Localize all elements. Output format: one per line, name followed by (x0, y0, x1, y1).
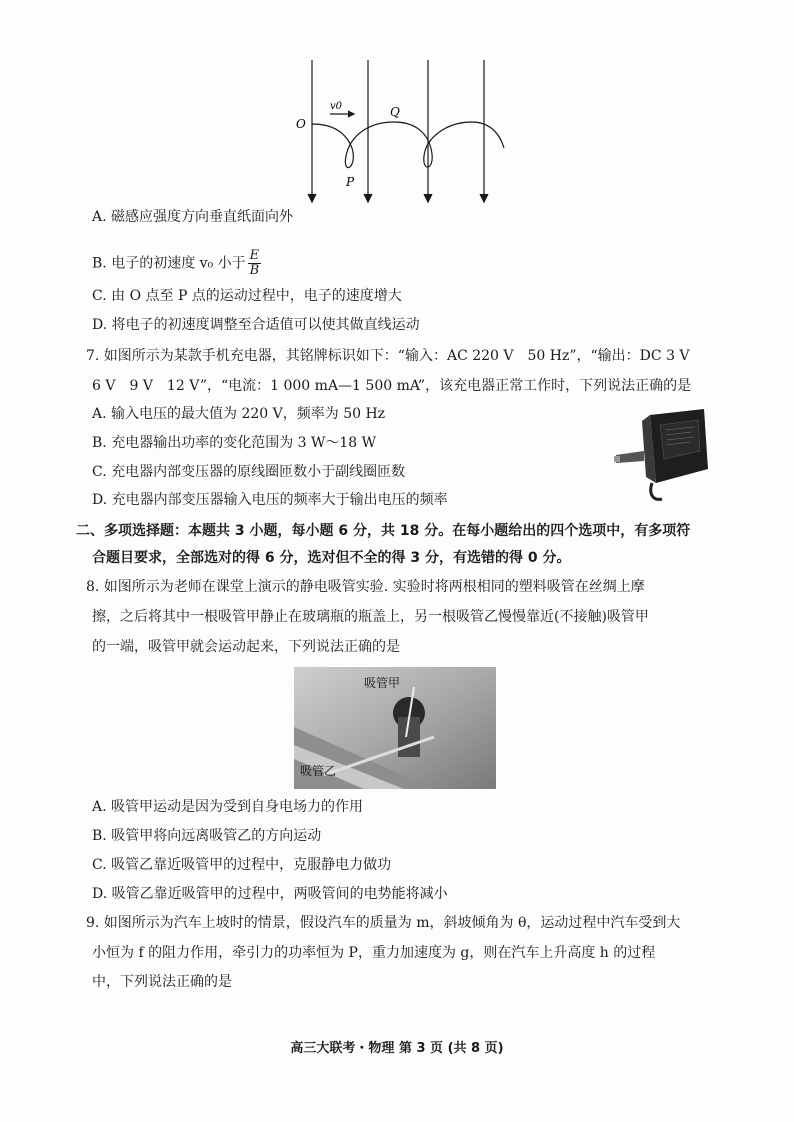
q7-stem-1: 7. 如图所示为某款手机充电器，其铭牌标识如下：“输入：AC 220 V 50 Hz”，“输出：DC 3 V (86, 348, 690, 364)
electron-path (312, 122, 504, 168)
q8-stem-1: 8. 如图所示为老师在课堂上演示的静电吸管实验. 实验时将两根相同的塑料吸管在丝绸上摩 (86, 579, 645, 595)
q8-stem-3: 的一端，吸管甲就会运动起来，下列说法正确的是 (92, 639, 400, 655)
q9-stem-2: 小恒为 f 的阻力作用，牵引力的功率恒为 P，重力加速度为 g，则在汽车上升高度 h 的过程 (92, 945, 656, 961)
q6-option-b (92, 249, 261, 278)
fraction-e-over-b (248, 249, 262, 278)
q8-option-c: C. 吸管乙靠近吸管甲的过程中，克服静电力做功 (92, 857, 392, 873)
q9-stem-1: 9. 如图所示为汽车上坡时的情景，假设汽车的质量为 m，斜坡倾角为 θ，运动过程中汽车受到大 (86, 915, 681, 931)
frac-denominator: B (249, 263, 260, 278)
q7-option-b: B. 充电器输出功率的变化范围为 3 W～18 W (92, 435, 377, 451)
page-footer: 高三大联考・物理 第 3 页 (共 8 页) (290, 1041, 504, 1056)
q7-option-a: A. 输入电压的最大值为 220 V，频率为 50 Hz (92, 406, 386, 422)
field-arrowhead-3 (424, 194, 432, 202)
q7-option-c: C. 充电器内部变压器的原线圈匝数小于副线圈匝数 (92, 464, 406, 480)
electron-trajectory-figure (290, 58, 520, 208)
field-arrowhead-4 (480, 194, 488, 202)
q6-option-b-text: B. 电子的初速度 v₀ 小于 (92, 255, 246, 272)
q8-option-b: B. 吸管甲将向远离吸管乙的方向运动 (92, 828, 322, 844)
q7-stem-2: 6 V 9 V 12 V”，“电流：1 000 mA—1 500 mA”，该充电器正常工作时，下列说法正确的是 (92, 378, 692, 394)
phone-charger-image (612, 403, 712, 503)
label-p: P (346, 175, 355, 189)
q6-option-a: A. 磁感应强度方向垂直纸面向外 (92, 209, 294, 225)
label-v0: v0 (330, 101, 343, 112)
photo-label-straw-b: 吸管乙 (300, 764, 337, 778)
field-arrowhead-1 (308, 194, 316, 202)
q7-option-d: D. 充电器内部变压器输入电压的频率大于输出电压的频率 (92, 492, 448, 508)
section2-heading-line2: 合题目要求，全部选对的得 6 分，选对但不全的得 3 分，有选错的得 0 分。 (92, 550, 571, 566)
photo-label-straw-a: 吸管甲 (364, 676, 401, 690)
q8-option-d: D. 吸管乙靠近吸管甲的过程中，两吸管间的电势能将减小 (92, 886, 448, 902)
q9-stem-3: 中，下列说法正确的是 (92, 974, 232, 990)
q6-option-c: C. 由 O 点至 P 点的运动过程中，电子的速度增大 (92, 288, 402, 304)
section2-heading-line1: 二、多项选择题：本题共 3 小题，每小题 6 分，共 18 分。在每小题给出的四个选项中，有多项符 (76, 523, 691, 539)
straw-experiment-photo (294, 667, 496, 789)
label-o: O (296, 117, 306, 131)
label-q: Q (390, 105, 400, 119)
q8-option-a: A. 吸管甲运动是因为受到自身电场力的作用 (92, 799, 364, 815)
q8-stem-2: 擦，之后将其中一根吸管甲静止在玻璃瓶的瓶盖上，另一根吸管乙慢慢靠近(不接触)吸管甲 (92, 609, 649, 625)
q6-option-d: D. 将电子的初速度调整至合适值可以使其做直线运动 (92, 317, 420, 333)
frac-numerator: E (249, 248, 260, 263)
field-arrowhead-2 (364, 194, 372, 202)
